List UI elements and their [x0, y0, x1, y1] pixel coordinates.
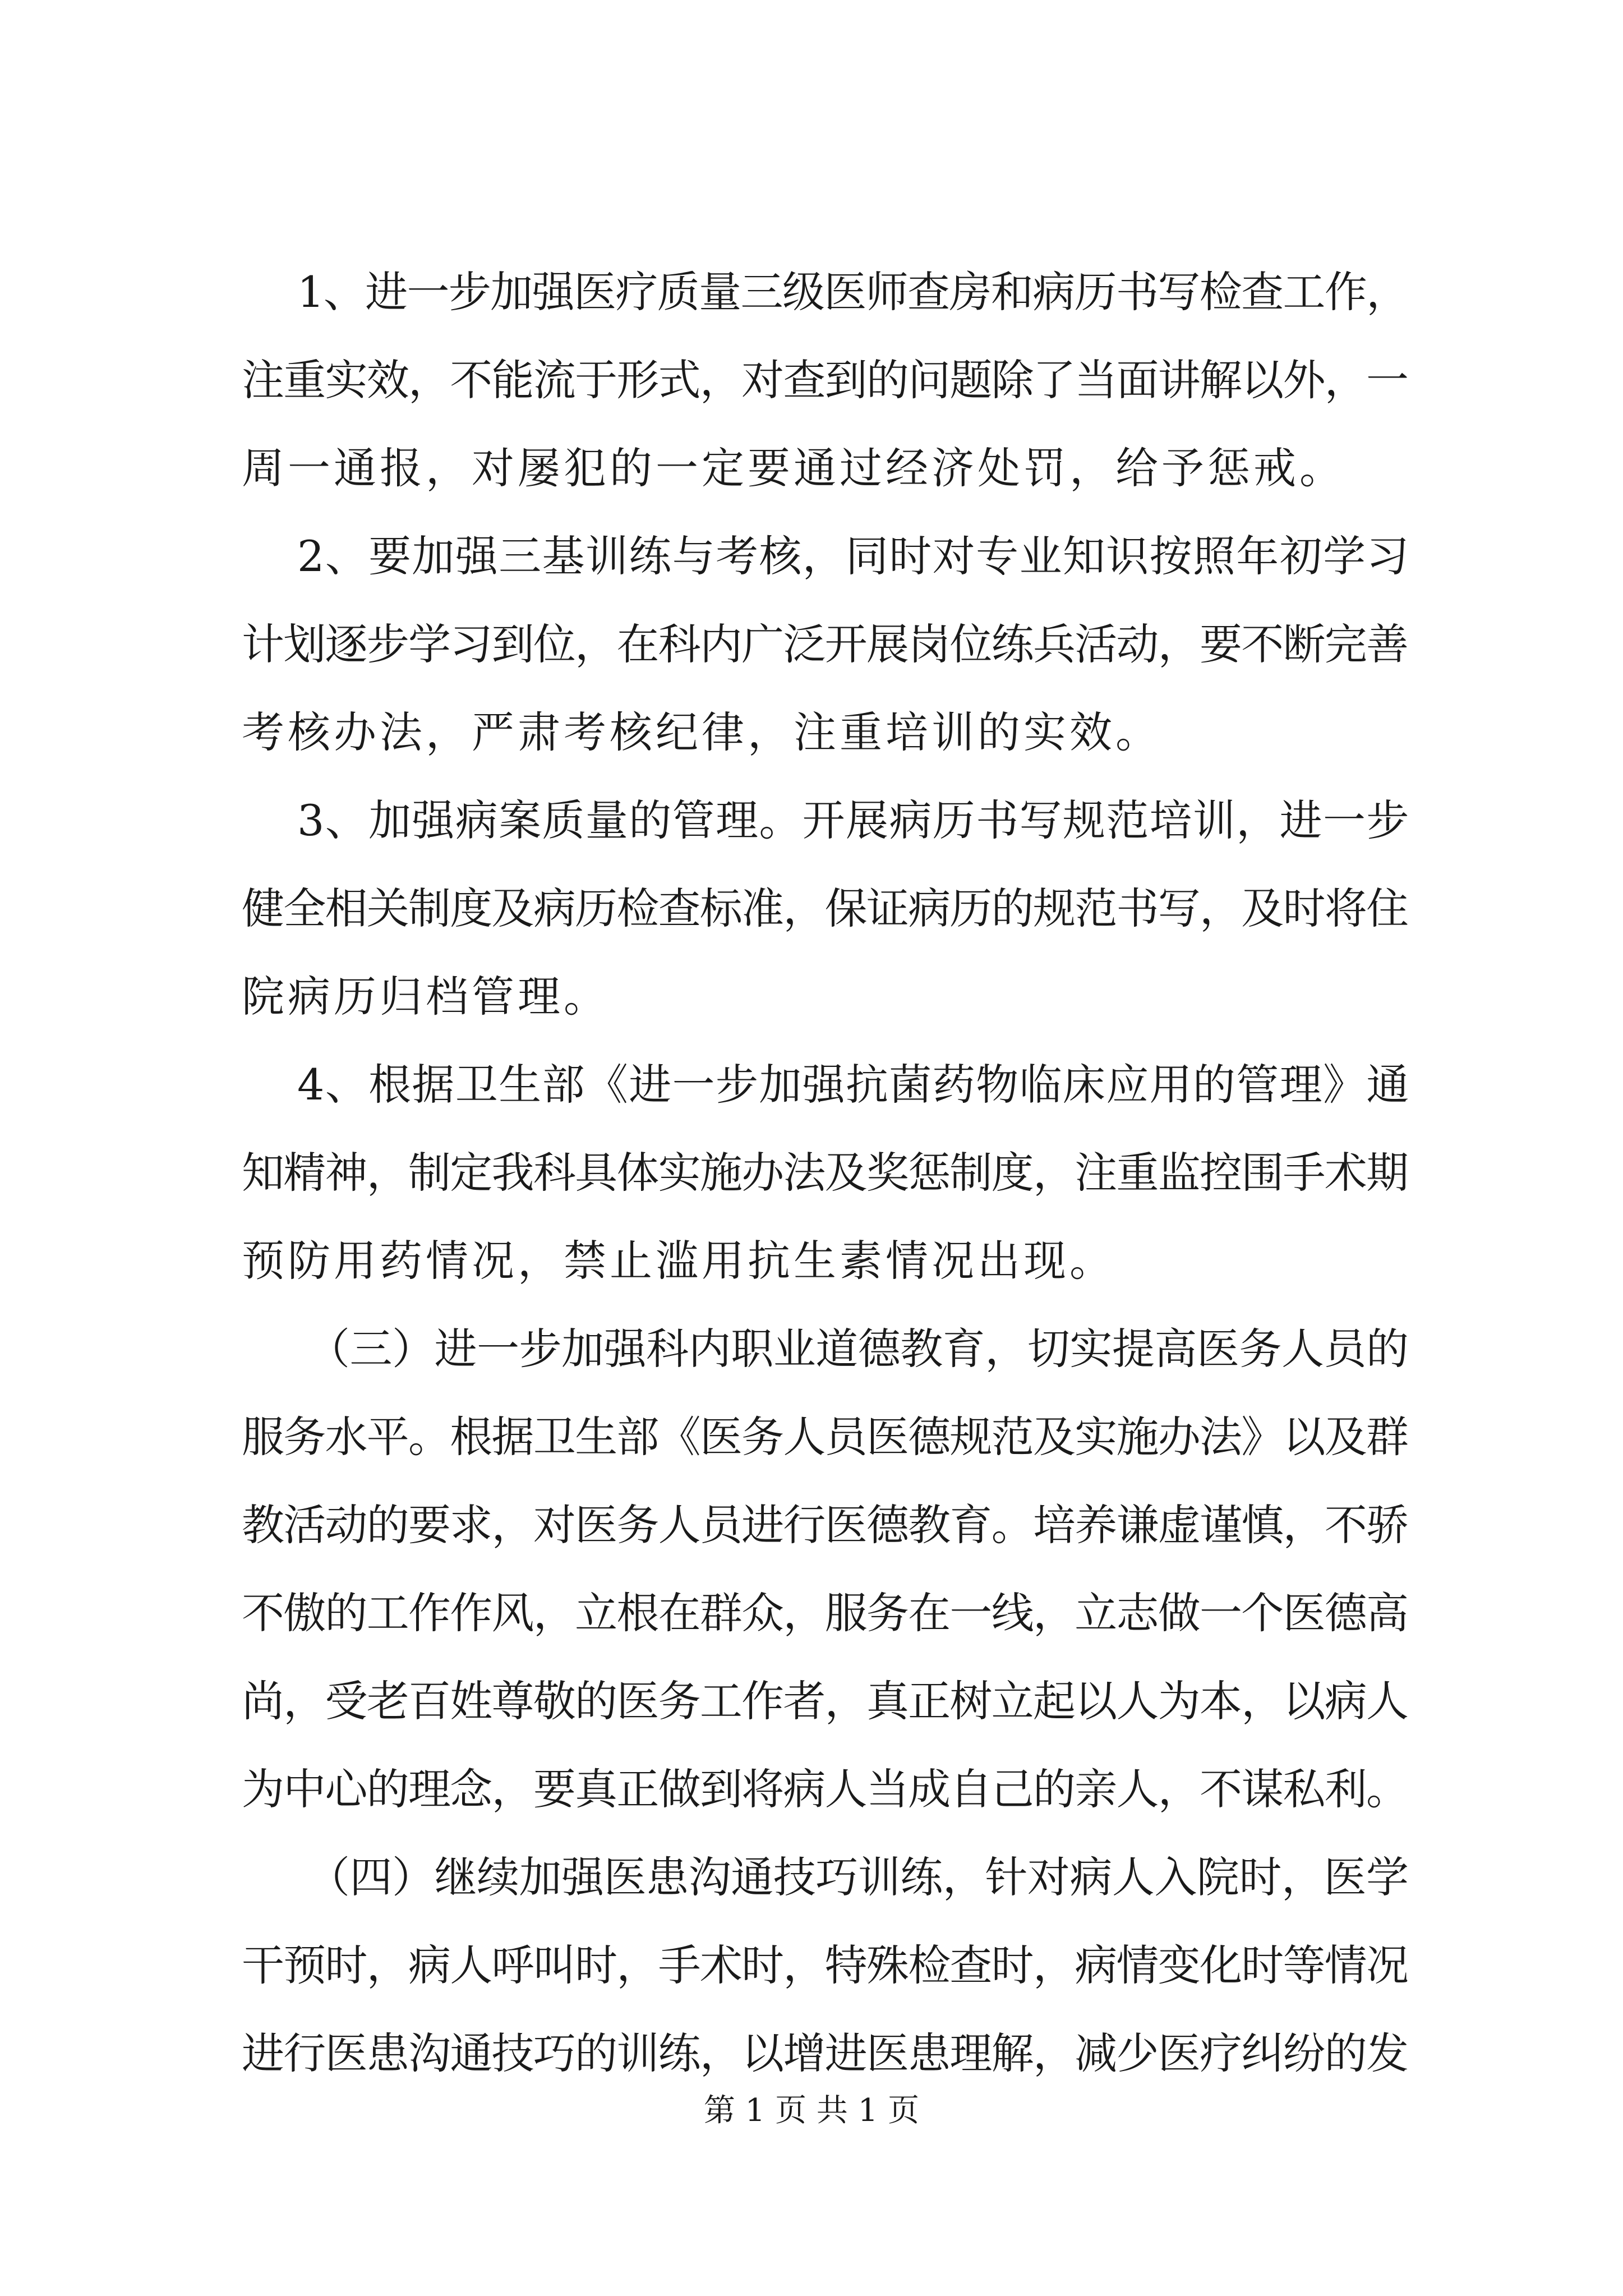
text-line: 院病历归档管理。 — [242, 972, 610, 1022]
text-line: 进行医患沟通技巧的训练，以增进医患理解，减少医疗纠纷的发 — [242, 2028, 1408, 2078]
text-line: 干预时，病人呼叫时，手术时，特殊检查时，病情变化时等情况 — [242, 1940, 1408, 1990]
text-line: 尚，受老百姓尊敬的医务工作者，真正树立起以人为本，以病人 — [242, 1676, 1408, 1726]
text-line: 知精神，制定我科具体实施办法及奖惩制度，注重监控围手术期 — [242, 1148, 1408, 1198]
text-line: 考核办法，严肃考核纪律，注重培训的实效。 — [242, 707, 1161, 757]
text-line: 1、进一步加强医疗质量三级医师查房和病历书写检查工作， — [297, 267, 1408, 317]
text-line: 不傲的工作作风，立根在群众，服务在一线，立志做一个医德高 — [242, 1588, 1408, 1638]
text-line: 计划逐步学习到位，在科内广泛开展岗位练兵活动，要不断完善 — [242, 619, 1408, 669]
text-line: 服务水平。根据卫生部《医务人员医德规范及实施办法》以及群 — [242, 1412, 1408, 1462]
text-line: 周一通报，对屡犯的一定要通过经济处罚，给予惩戒。 — [242, 443, 1345, 493]
text-line: 教活动的要求，对医务人员进行医德教育。培养谦虚谨慎，不骄 — [242, 1500, 1408, 1550]
text-line: 注重实效，不能流于形式，对查到的问题除了当面讲解以外，一 — [242, 355, 1408, 405]
text-line: （三）进一步加强科内职业道德教育，切实提高医务人员的 — [307, 1324, 1409, 1374]
text-line: （四）继续加强医患沟通技巧训练，针对病人入院时，医学 — [307, 1852, 1409, 1902]
text-line: 2、要加强三基训练与考核，同时对专业知识按照年初学习 — [297, 531, 1410, 581]
text-line: 预防用药情况，禁止滥用抗生素情况出现。 — [242, 1236, 1115, 1286]
text-line: 3、加强病案质量的管理。开展病历书写规范培训，进一步 — [297, 795, 1410, 845]
page-footer: 第 1 页 共 1 页 — [703, 2092, 920, 2129]
text-line: 健全相关制度及病历检查标准，保证病历的规范书写，及时将住 — [242, 884, 1408, 933]
text-line: 为中心的理念，要真正做到将病人当成自己的亲人，不谋私利。 — [242, 1764, 1408, 1814]
text-line: 4、根据卫生部《进一步加强抗菌药物临床应用的管理》通 — [297, 1060, 1410, 1110]
